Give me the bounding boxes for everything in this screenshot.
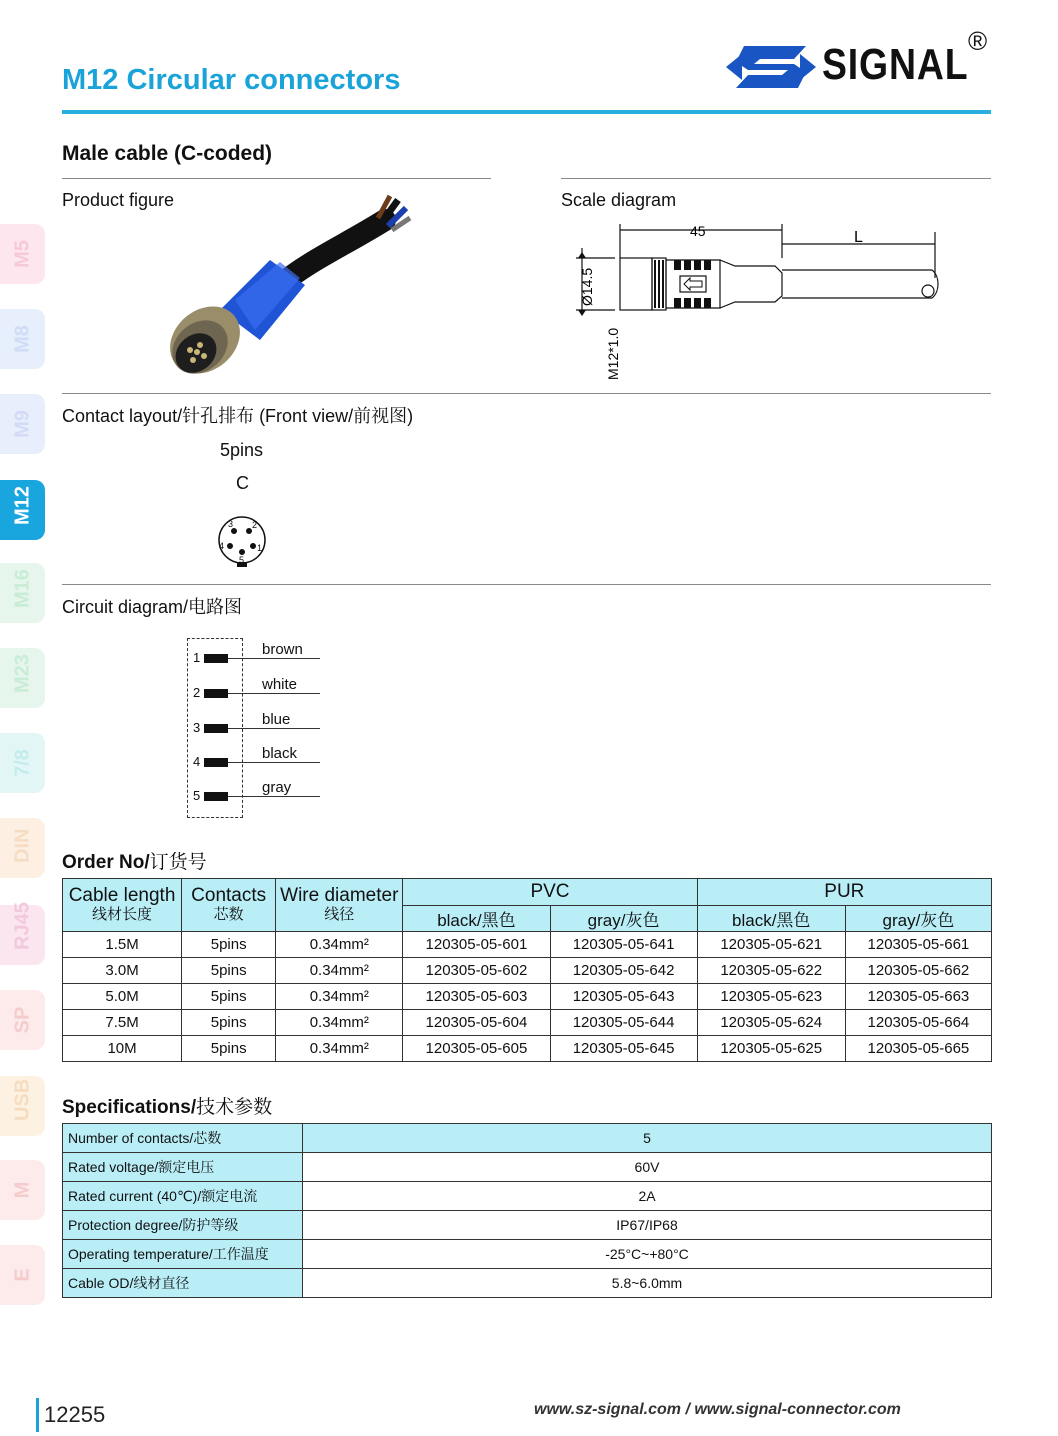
pin-layout-icon <box>215 513 271 571</box>
signal-logo-icon <box>724 42 818 92</box>
table-row <box>63 1124 992 1153</box>
spec-key: Operating temperature/工作温度 <box>63 1240 303 1269</box>
table-row <box>63 1211 992 1240</box>
order-title-bold: Order No/ <box>62 852 150 873</box>
circuit-pin-contact <box>204 654 228 663</box>
side-tab-m23[interactable] <box>0 648 45 708</box>
circuit-pin-number: 2 <box>193 685 201 700</box>
circuit-wire-color: black <box>262 745 298 762</box>
order-cell-contacts: 5pins <box>182 1010 276 1036</box>
circuit-wire-line <box>228 762 320 763</box>
product-figure-label: Product figure <box>62 190 175 210</box>
specs-title <box>62 1092 272 1119</box>
page-number: 12255 <box>44 1402 106 1427</box>
circuit-wire-line <box>228 728 320 729</box>
order-cell-length: 5.0M <box>63 984 182 1010</box>
table-row <box>63 984 992 1010</box>
order-cell-pur-black: 120305-05-625 <box>697 1036 845 1062</box>
order-title-cn: 订货号 <box>149 852 207 873</box>
pin-label: 3 <box>228 519 234 529</box>
dim-diameter: Ø14.5 <box>579 267 595 306</box>
contact-layout-label: Contact layout/针孔排布 (Front view/前视图) <box>62 406 414 426</box>
order-cell-contacts: 5pins <box>182 1036 276 1062</box>
side-tab-m[interactable] <box>0 1160 45 1220</box>
side-tab-label: 7/8 <box>11 749 34 777</box>
order-cell-length: 1.5M <box>63 932 182 958</box>
pin-label: 2 <box>252 520 258 530</box>
spec-key: Rated voltage/额定电压 <box>63 1153 303 1182</box>
order-cell-length: 7.5M <box>63 1010 182 1036</box>
divider-contact <box>62 393 991 394</box>
order-cell-contacts: 5pins <box>182 932 276 958</box>
title-divider <box>62 110 991 114</box>
spec-value: 60V <box>303 1153 992 1182</box>
spec-key: Protection degree/防护等级 <box>63 1211 303 1240</box>
circuit-pin-contact <box>204 758 228 767</box>
circuit-pin-number: 1 <box>193 650 201 665</box>
side-tab-label: SP <box>11 1006 34 1034</box>
circuit-wire-line <box>228 796 320 797</box>
order-title <box>62 847 207 874</box>
side-tab-m16[interactable] <box>0 563 45 623</box>
side-tab-usb[interactable] <box>0 1076 45 1136</box>
section-rule-right <box>561 178 991 179</box>
scale-drawing <box>570 218 950 388</box>
order-cell-pvc-gray: 120305-05-644 <box>550 1010 697 1036</box>
header-pur-gray: gray/灰色 <box>845 906 991 932</box>
order-cell-pvc-gray: 120305-05-641 <box>550 932 697 958</box>
table-row <box>63 1269 992 1298</box>
side-tab-label: USB <box>11 1078 34 1121</box>
header-wire-diameter: Wire diameter 线径 <box>276 879 403 932</box>
pin-label: 5 <box>239 555 245 565</box>
header-pvc: PVC <box>403 879 697 906</box>
side-tab-m5[interactable] <box>0 224 45 284</box>
spec-value: 5.8~6.0mm <box>303 1269 992 1298</box>
header-pvc-gray: gray/灰色 <box>550 906 697 932</box>
order-cell-wire: 0.34mm² <box>276 1036 403 1062</box>
order-cell-pur-black: 120305-05-623 <box>697 984 845 1010</box>
side-tab-label: M8 <box>11 325 34 353</box>
side-tab-label: M <box>11 1181 34 1199</box>
side-tab-m9[interactable] <box>0 394 45 454</box>
side-tab-sp[interactable] <box>0 990 45 1050</box>
scale-diagram-label: Scale diagram <box>561 190 677 210</box>
table-row <box>63 932 992 958</box>
specs-table <box>62 1123 992 1298</box>
order-cell-wire: 0.34mm² <box>276 932 403 958</box>
contact-code: C <box>236 473 249 493</box>
footer-url[interactable]: www.sz-signal.com / www.signal-connector.com <box>534 1401 901 1418</box>
order-cell-wire: 0.34mm² <box>276 958 403 984</box>
circuit-pin-number: 4 <box>193 754 201 769</box>
side-tab-e[interactable] <box>0 1245 45 1305</box>
order-cell-pvc-gray: 120305-05-642 <box>550 958 697 984</box>
circuit-wire-color: brown <box>262 641 303 658</box>
order-cell-pur-gray: 120305-05-661 <box>845 932 991 958</box>
order-cell-contacts: 5pins <box>182 958 276 984</box>
spec-value: 5 <box>303 1124 992 1153</box>
table-row <box>63 958 992 984</box>
table-row <box>63 1036 992 1062</box>
header-contacts: Contacts 芯数 <box>182 879 276 932</box>
order-cell-pvc-black: 120305-05-602 <box>403 958 550 984</box>
circuit-pin-contact <box>204 792 228 801</box>
product-photo <box>160 190 420 400</box>
circuit-wire-line <box>228 658 320 659</box>
side-tab-label: M16 <box>11 569 34 608</box>
spec-value: IP67/IP68 <box>303 1211 992 1240</box>
circuit-pin-number: 5 <box>193 788 201 803</box>
specs-title-bold: Specifications/ <box>62 1097 197 1118</box>
side-tab-din[interactable] <box>0 818 45 878</box>
page-title: M12 Circular connectors <box>62 64 401 96</box>
table-row <box>63 1010 992 1036</box>
dim-length: 45 <box>690 223 706 239</box>
side-tab-m12[interactable] <box>0 480 45 540</box>
circuit-wire-color: white <box>262 676 298 693</box>
order-cell-pvc-gray: 120305-05-645 <box>550 1036 697 1062</box>
order-cell-contacts: 5pins <box>182 984 276 1010</box>
order-cell-pvc-black: 120305-05-605 <box>403 1036 550 1062</box>
registered-mark: ® <box>968 26 988 56</box>
spec-value: -25°C~+80°C <box>303 1240 992 1269</box>
order-cell-pur-black: 120305-05-624 <box>697 1010 845 1036</box>
spec-key: Cable OD/线材直径 <box>63 1269 303 1298</box>
order-cell-wire: 0.34mm² <box>276 1010 403 1036</box>
pin-label: 4 <box>219 541 225 551</box>
table-row <box>63 1240 992 1269</box>
spec-key: Rated current (40℃)/额定电流 <box>63 1182 303 1211</box>
section-title: Male cable (C-coded) <box>62 142 273 165</box>
order-cell-length: 3.0M <box>63 958 182 984</box>
circuit-pin-number: 3 <box>193 720 201 735</box>
order-cell-pur-black: 120305-05-622 <box>697 958 845 984</box>
side-tab-label: M5 <box>11 240 34 268</box>
side-tab-label: M23 <box>11 654 34 693</box>
contact-pins: 5pins <box>220 440 264 460</box>
side-tab-m8[interactable] <box>0 309 45 369</box>
pin-label: 1 <box>257 543 263 553</box>
order-cell-pur-gray: 120305-05-662 <box>845 958 991 984</box>
header-cable-length: Cable length 线材长度 <box>63 879 182 932</box>
table-row <box>63 1182 992 1211</box>
order-table <box>62 878 992 1062</box>
order-cell-pur-gray: 120305-05-664 <box>845 1010 991 1036</box>
side-tab-label: RJ45 <box>11 902 34 950</box>
circuit-wire-color: gray <box>262 779 292 796</box>
divider-circuit <box>62 584 991 585</box>
circuit-pin-contact <box>204 724 228 733</box>
spec-value: 2A <box>303 1182 992 1211</box>
brand-name: SIGNAL <box>822 40 969 89</box>
side-tab-label: DIN <box>11 828 34 863</box>
side-tab-7-8[interactable] <box>0 733 45 793</box>
order-cell-pvc-gray: 120305-05-643 <box>550 984 697 1010</box>
table-row <box>63 1153 992 1182</box>
order-cell-pvc-black: 120305-05-604 <box>403 1010 550 1036</box>
circuit-pin-contact <box>204 689 228 698</box>
order-cell-pur-gray: 120305-05-665 <box>845 1036 991 1062</box>
side-tab-label: E <box>11 1268 34 1282</box>
dim-thread: M12*1.0 <box>605 327 621 380</box>
order-cell-pvc-black: 120305-05-603 <box>403 984 550 1010</box>
circuit-wire-color: blue <box>262 711 291 728</box>
order-cell-length: 10M <box>63 1036 182 1062</box>
side-tab-label: M9 <box>11 410 34 438</box>
section-rule-left <box>62 178 491 179</box>
page-number-bar <box>36 1398 39 1432</box>
header-pvc-black: black/黑色 <box>403 906 550 932</box>
circuit-wire-line <box>228 693 320 694</box>
side-tab-label: M12 <box>11 486 34 525</box>
dim-l: L <box>854 229 863 246</box>
circuit-label: Circuit diagram/电路图 <box>62 597 243 617</box>
header-pur: PUR <box>697 879 991 906</box>
order-cell-pvc-black: 120305-05-601 <box>403 932 550 958</box>
spec-key: Number of contacts/芯数 <box>63 1124 303 1153</box>
specs-title-cn: 技术参数 <box>196 1097 273 1118</box>
order-cell-pur-gray: 120305-05-663 <box>845 984 991 1010</box>
side-tab-rj45[interactable] <box>0 902 45 965</box>
order-cell-pur-black: 120305-05-621 <box>697 932 845 958</box>
header-pur-black: black/黑色 <box>697 906 845 932</box>
order-cell-wire: 0.34mm² <box>276 984 403 1010</box>
